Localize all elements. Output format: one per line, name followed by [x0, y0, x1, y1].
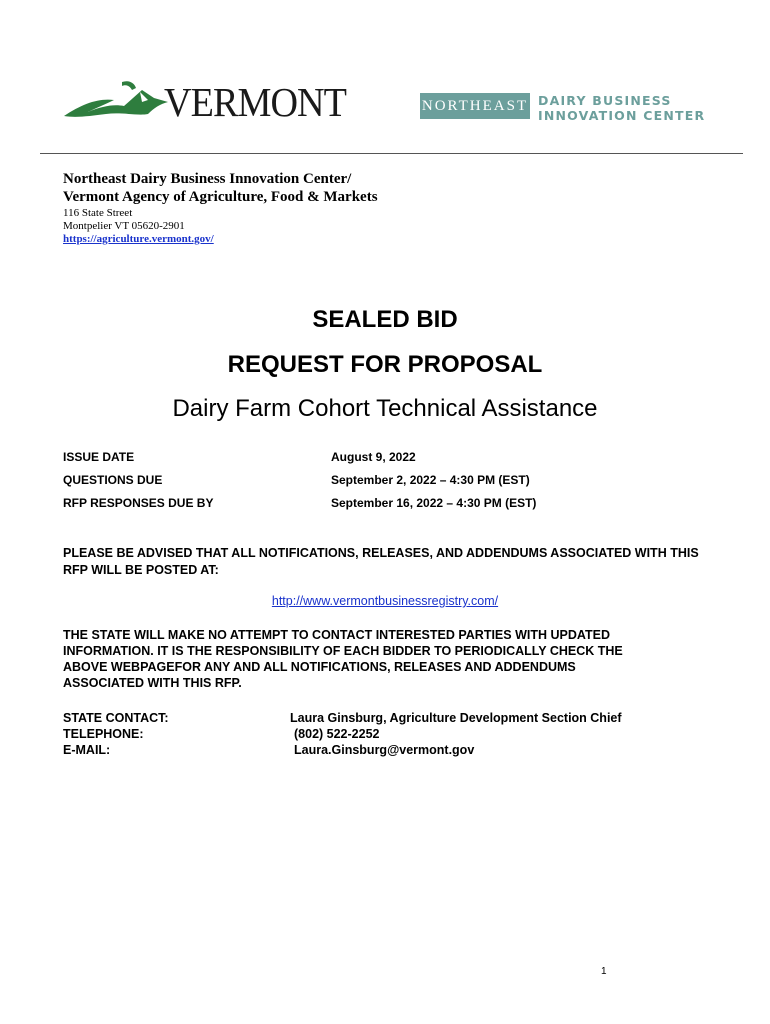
vermont-wordmark: VERMONT: [164, 79, 347, 125]
issue-date-label: ISSUE DATE: [63, 450, 135, 464]
vermont-logo: [62, 78, 347, 125]
mountain-swoosh-icon: [62, 78, 172, 123]
northeast-box: NORTHEAST: [420, 93, 530, 119]
telephone-label: TELEPHONE:: [63, 727, 144, 741]
title-sealed-bid: SEALED BID: [312, 306, 458, 333]
state-notice-line3: ABOVE WEBPAGEFOR ANY AND ALL NOTIFICATIONS, RELEASES AND ADDENDUMS: [63, 660, 576, 674]
org-website-link[interactable]: https://agriculture.vermont.gov/: [63, 233, 214, 245]
state-contact-value: Laura Ginsburg, Agriculture Development Section Chief: [290, 711, 622, 725]
state-notice-line1: THE STATE WILL MAKE NO ATTEMPT TO CONTACT INTERESTED PARTIES WITH UPDATED: [63, 628, 610, 642]
title-rfp: REQUEST FOR PROPOSAL: [227, 351, 543, 378]
header-divider: [40, 153, 743, 154]
page-number: 1: [601, 966, 607, 977]
email-label: E-MAIL:: [63, 743, 111, 757]
state-notice-line4: ASSOCIATED WITH THIS RFP.: [63, 676, 242, 690]
title-subject: Dairy Farm Cohort Technical Assistance: [172, 395, 598, 422]
state-notice-line2: INFORMATION. IT IS THE RESPONSIBILITY OF EACH BIDDER TO PERIODICALLY CHECK THE: [63, 644, 623, 658]
responses-due-label: RFP RESPONSES DUE BY: [63, 496, 214, 510]
dbic-line1: DAIRY BUSINESS: [538, 93, 672, 108]
org-name-line1: Northeast Dairy Business Innovation Center/: [63, 171, 352, 187]
email-value[interactable]: Laura.Ginsburg@vermont.gov: [294, 743, 475, 757]
issue-date-value: August 9, 2022: [331, 450, 416, 464]
registry-link[interactable]: http://www.vermontbusinessregistry.com/: [271, 594, 499, 608]
advised-notice: PLEASE BE ADVISED THAT ALL NOTIFICATIONS, RELEASES, AND ADDENDUMS ASSOCIATED WITH THIS RFP WILL BE POSTED AT:: [63, 546, 699, 577]
nedbic-logo: [420, 93, 720, 123]
questions-due-value: September 2, 2022 – 4:30 PM (EST): [331, 473, 530, 487]
dbic-line2: INNOVATION CENTER: [538, 108, 706, 123]
org-street: 116 State Street: [63, 207, 133, 219]
questions-due-label: QUESTIONS DUE: [63, 473, 163, 487]
org-city: Montpelier VT 05620-2901: [63, 220, 185, 232]
state-contact-label: STATE CONTACT:: [63, 711, 169, 725]
responses-due-value: September 16, 2022 – 4:30 PM (EST): [331, 496, 537, 510]
org-name-line2: Vermont Agency of Agriculture, Food & Markets: [63, 189, 378, 205]
telephone-value: (802) 522-2252: [294, 727, 380, 741]
